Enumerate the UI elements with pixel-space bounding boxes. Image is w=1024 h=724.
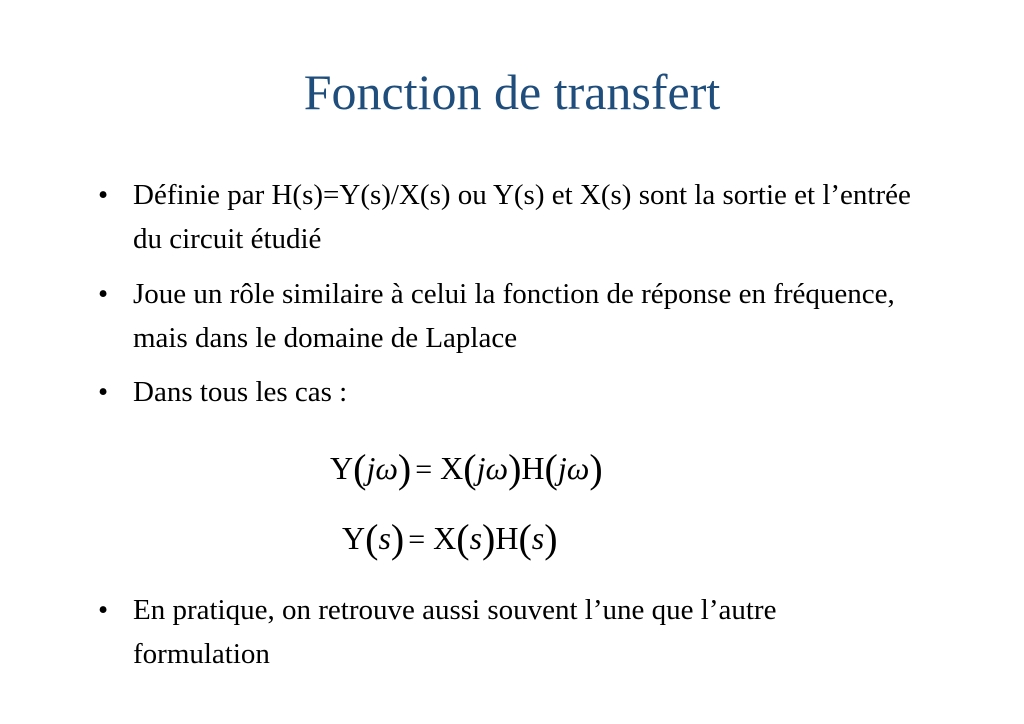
bullet-dot: • [98, 278, 109, 310]
bullet-item-3 [98, 370, 918, 414]
eq-argument: s [378, 520, 391, 556]
bullet-dot: • [98, 179, 109, 211]
eq-paren-close: ) [397, 446, 412, 491]
eq-paren-open: ( [544, 446, 558, 491]
bullet-text: En pratique, on retrouve aussi souvent l’une que l’autre formulation [133, 594, 777, 670]
eq-paren-close: ) [482, 516, 496, 561]
eq-argument: s [531, 520, 545, 556]
eq-argument: jω [557, 450, 590, 486]
eq-paren-open: ( [353, 446, 367, 491]
eq-equals: = [408, 523, 426, 556]
eq-argument: s [469, 520, 483, 556]
eq-argument: jω [366, 450, 398, 486]
eq-paren-close: ) [390, 516, 405, 561]
bullet-item-4 [98, 588, 918, 676]
eq-paren-open: ( [518, 516, 532, 561]
eq-paren-close: ) [544, 516, 558, 561]
bullet-text: Définie par H(s)=Y(s)/X(s) ou Y(s) et X(s) sont la sortie et l’entrée du circuit étudié [133, 179, 911, 255]
eq-paren-open: ( [365, 516, 379, 561]
bullet-text: Dans tous les cas : [133, 376, 348, 408]
eq-paren-open: ( [456, 516, 470, 561]
eq-symbol-h: H [495, 520, 519, 556]
eq-equals: = [415, 453, 433, 486]
eq-paren-close: ) [589, 446, 603, 491]
bullet-text: Joue un rôle similaire à celui la fonction de réponse en fréquence, mais dans le domaine de Laplace [133, 278, 895, 354]
eq-paren-open: ( [463, 446, 477, 491]
bullet-item-1 [98, 173, 918, 261]
slide-title: Fonction de transfert [303, 64, 721, 120]
bullet-item-2 [98, 272, 918, 360]
eq-argument: jω [476, 450, 509, 486]
equation-frequency-domain [330, 448, 603, 490]
bullet-dot: • [98, 594, 109, 626]
eq-symbol-y: Y [330, 450, 354, 486]
bullet-dot: • [98, 376, 109, 408]
eq-symbol-y: Y [342, 520, 366, 556]
eq-symbol-x: X [440, 450, 464, 486]
eq-symbol-x: X [433, 520, 457, 556]
equation-laplace-domain [342, 518, 558, 560]
eq-symbol-h: H [521, 450, 545, 486]
eq-paren-close: ) [508, 446, 522, 491]
